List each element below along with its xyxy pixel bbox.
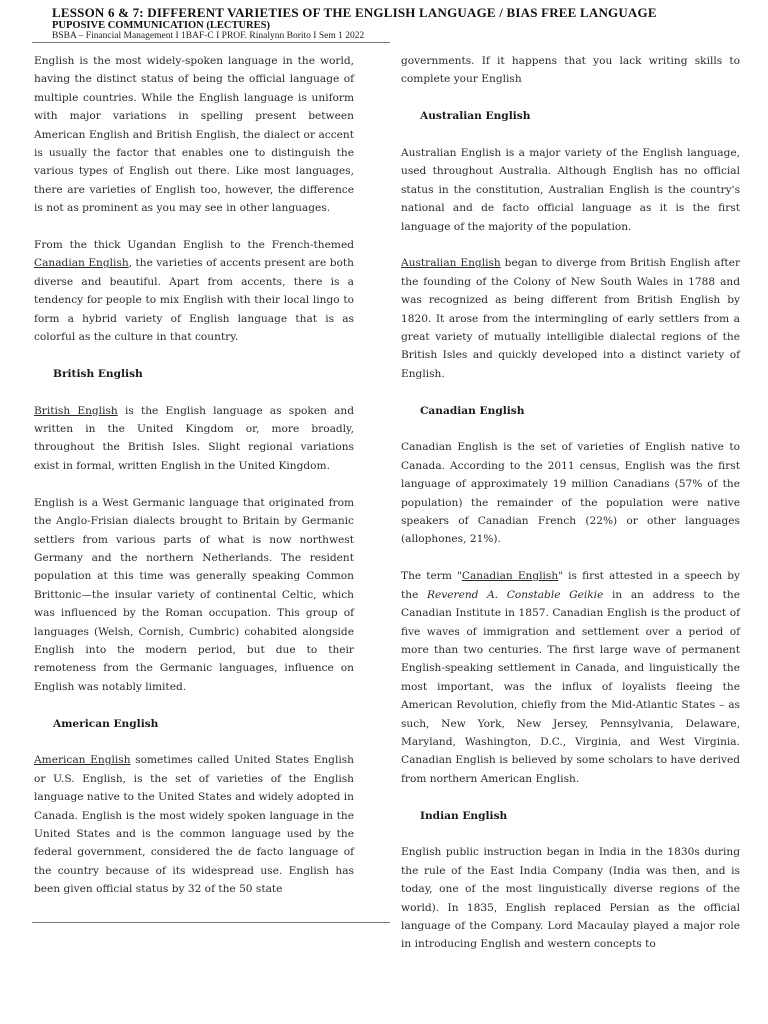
australian-paragraph-2 [401, 254, 740, 383]
american-english-link[interactable]: American English [34, 754, 131, 767]
canadian-english-link-2[interactable]: Canadian English [461, 570, 559, 583]
text-run: in an address to the Canadian Institute in 1857. Canadian English is the product of five waves of immigration and settlement over a period of more than two centuries. The first large wave of permanent English-speaking settlement in Canada, and linguistically the most important, was the influx of loyalists fleeing the American Revolution, chiefly from the Mid-Atlantic States – as such, New York, New Jersey, Pennsylvania, Delaware, Maryland, Washington, D.C., Virginia, and West Virginia. Canadian English is believed by some scholars to have derived from northern American English. [401, 588, 740, 785]
canadian-paragraph-1: Canadian English is the set of varieties of English native to Canada. According to the 2011 census, English was the first language of approximately 19 million Canadians (57% of the population) the remainder of the population were native speakers of Canadian French (22%) or other languages (allophones, 21%). [401, 441, 740, 546]
british-paragraph-2: English is a West Germanic language that originated from the Anglo-Frisian dialects brought to Britain by Germanic settlers from various parts of what is now northwest Germany and the northern Netherlands. The resident population at this time was generally speaking Common Brittonic—the insular variety of continental Celtic, which was influenced by the Roman occupation. This group of languages (Welsh, Cornish, Cumbric) cohabited alongside English into the modern period, but due to their remoteness from the Germanic languages, influence on English was notably limited. [34, 496, 354, 693]
british-paragraph-1 [34, 402, 354, 476]
british-english-heading: British English [53, 367, 143, 380]
australian-english-heading: Australian English [420, 110, 531, 123]
british-english-link[interactable]: British English [34, 404, 118, 417]
reverend-name: Reverend A. Constable Geikie [427, 588, 604, 601]
lesson-title: LESSON 6 & 7: DIFFERENT VARIETIES OF THE ENGLISH LANGUAGE / BIAS FREE LANGUAGE [52, 5, 657, 20]
page-header [52, 6, 732, 42]
australian-english-link[interactable]: Australian English [401, 257, 501, 270]
intro-paragraph-2 [34, 236, 354, 346]
right-column [401, 52, 740, 972]
canadian-paragraph-2 [401, 567, 740, 788]
intro-paragraph: English is the most widely-spoken language in the world, having the distinct status of being the official language of multiple countries. While the English language is uniform with major variations in spelling present between American English and British English, the dialect or accent is usually the factor that enables one to distinguish the various types of English out there. Like most languages, there are varieties of English too, however, the difference is not as prominent as you may see in other languages. [34, 55, 354, 215]
canadian-english-heading: Canadian English [420, 404, 525, 417]
text-run: is the English language as spoken and written in the United Kingdom or, more broadly, throughout the British Isles. Slight regional variations exist in formal, written English in the United Kingdom. [34, 404, 354, 472]
australian-paragraph-1: Australian English is a major variety of the English language, used throughout Australia. Although English has no official status in the constitution, Australian English is the country's national and de facto official language as it is the first language of the majority of the population. [401, 147, 740, 233]
footer-divider [32, 922, 390, 923]
text-run: , the varieties of accents present are both diverse and beautiful. Apart from accents, there is a tendency for people to mix English with their local lingo to form a hybrid variety of English language that is as colorful as the culture in that country. [34, 257, 354, 344]
text-run: The term " [401, 570, 462, 583]
text-run: " is first attested in a speech by the [401, 570, 741, 601]
american-paragraph-1 [34, 751, 354, 898]
continued-paragraph: governments. If it happens that you lack writing skills to complete your English [401, 55, 740, 86]
course-subtitle: PUPOSIVE COMMUNICATION (LECTURES) [52, 20, 270, 31]
header-divider [32, 42, 390, 43]
american-english-heading: American English [53, 717, 159, 730]
canadian-english-link[interactable]: Canadian English [34, 257, 129, 270]
text-run: From the thick Ugandan English to the French-themed [34, 239, 354, 252]
indian-paragraph-1: English public instruction began in India in the 1830s during the rule of the East India Company (India was then, and is today, one of the most linguistically diverse regions of the world). In 1835, English replaced Persian as the official language of the Company. Lord Macaulay played a major role in introducing English and western concepts to [401, 846, 740, 951]
indian-english-heading: Indian English [420, 809, 508, 822]
text-run: sometimes called United States English or U.S. English, is the set of varieties of the English language native to the United States and widely adopted in Canada. English is the most widely spoken language in the United States and is the common language used by the federal government, considered the de facto language of the country because of its widespread use. English has been given official status by 32 of the 50 state [34, 754, 354, 896]
left-column [34, 52, 354, 917]
text-run: began to diverge from British English after the founding of the Colony of New South Wales in 1788 and was recognized as being different from British English by 1820. It arose from the intermingling of early settlers from a great variety of mutually intelligible dialectal regions of the British Isles and quickly developed into a distinct variety of English. [401, 257, 741, 380]
course-meta: BSBA – Financial Management I 1BAF-C I PROF. Rinalynn Borito I Sem 1 2022 [52, 31, 365, 41]
